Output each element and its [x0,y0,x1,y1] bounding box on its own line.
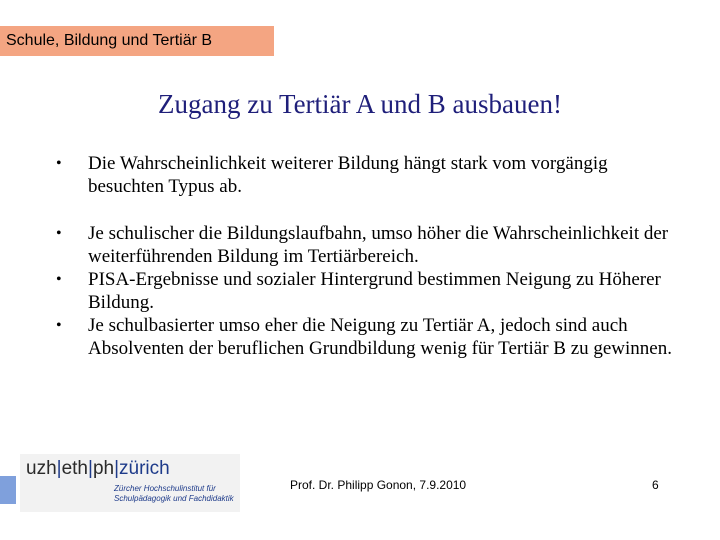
slide-title: Zugang zu Tertiär A und B ausbauen! [157,89,562,119]
logo-separator: | [56,458,62,479]
bullet-item [56,222,676,268]
bullet-text: Je schulbasierter umso eher die Neigung zu Tertiär A, jedoch sind auch Absolventen der beruflichen Grundbildung wenig für Tertiär B zu gewinnen. [88,315,672,359]
bullet-icon: • [56,317,62,334]
logo-uzh: uzh [26,458,57,479]
bullet-item [56,152,676,198]
logo-subtitle-line: Schulpädagogik und Fachdidaktik [114,494,234,503]
bullet-icon: • [56,155,62,172]
bullet-icon: • [56,271,62,288]
logo-zurich: zürich [119,458,170,479]
bullet-item [56,268,676,314]
bullet-text: PISA-Ergebnisse und sozialer Hintergrund bestimmen Neigung zu Höherer Bildung. [88,269,661,313]
bullet-text: Je schulischer die Bildungslaufbahn, umso höher die Wahrscheinlichkeit der weiterführenden Bildung im Tertiärbereich. [88,223,669,267]
page-number: 6 [652,478,659,492]
bullet-item [56,314,676,360]
logo-separator: | [114,458,120,479]
logo-ph: ph [92,458,115,479]
logo-eth: eth [61,458,88,479]
logo-subtitle-line: Zürcher Hochschulinstitut für [114,484,216,493]
footer-author: Prof. Dr. Philipp Gonon, 7.9.2010 [290,478,467,492]
institution-logo [20,454,240,512]
bullet-text: Die Wahrscheinlichkeit weiterer Bildung hängt stark vom vorgängig besuchten Typus ab. [88,153,608,197]
bullet-list [56,152,676,360]
logo-separator: | [88,458,93,479]
logo-subtitle [114,484,234,504]
logo-accent-bar [0,476,16,504]
section-tag: Schule, Bildung und Tertiär B [0,26,274,56]
logo-wordmark [26,458,170,480]
bullet-icon: • [56,225,62,242]
